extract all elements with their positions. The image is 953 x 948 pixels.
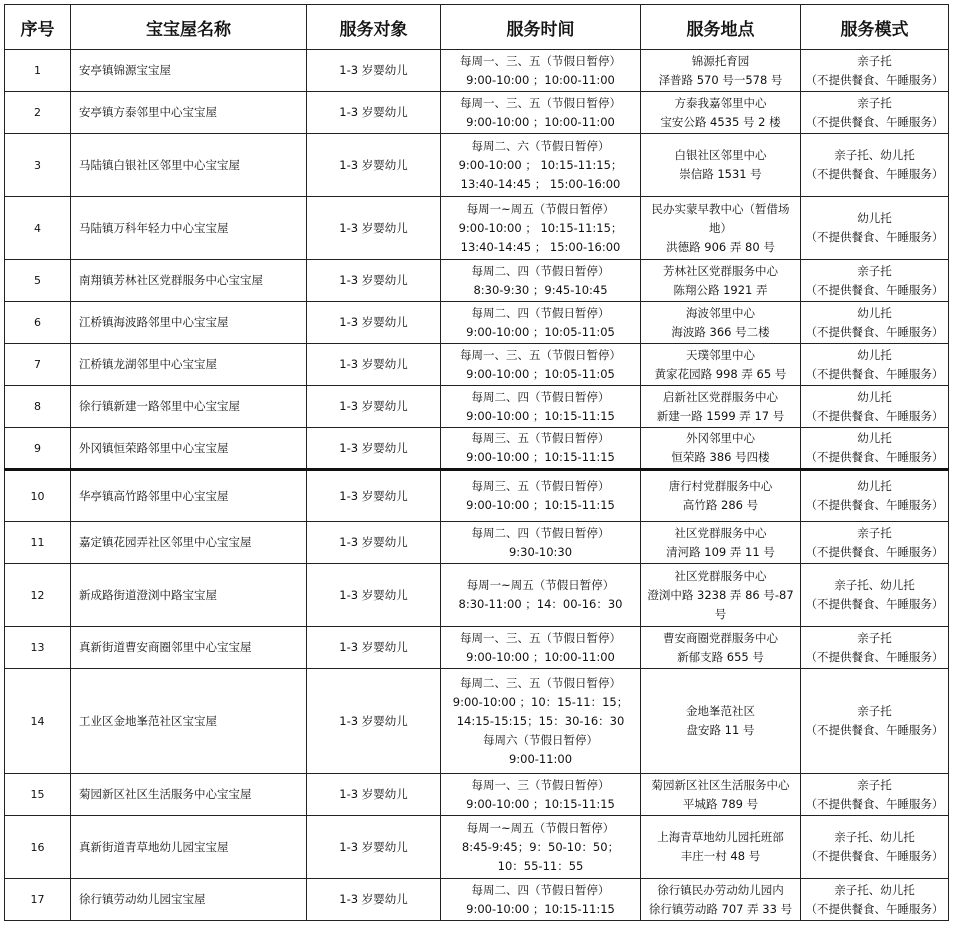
service-time-cell	[441, 50, 641, 92]
table-row	[5, 428, 949, 470]
service-time-line: 8:30-9:30 ；9:45-10:45	[473, 282, 608, 297]
service-time-line: 9:00-10:00 ；10:00-11:00	[466, 649, 615, 664]
table-row	[5, 774, 949, 816]
service-mode-line: （不提供餐食、午睡服务）	[805, 901, 944, 916]
row-number-cell: 10	[5, 470, 71, 522]
service-target-cell: 1-3 岁婴幼儿	[307, 92, 441, 134]
service-mode-line: 幼儿托	[857, 431, 892, 445]
service-time-line: 9:00-10:00 ；10:15-11:15	[466, 901, 615, 916]
service-target-cell: 1-3 岁婴幼儿	[307, 669, 441, 774]
row-number-cell: 1	[5, 50, 71, 92]
service-place-line: 金地峯范社区	[686, 704, 755, 718]
header-cell: 服务对象	[307, 5, 441, 50]
service-time-line: 每周一~周五（节假日暂停）	[466, 578, 615, 592]
service-place-line: 芳林社区党群服务中心	[663, 263, 778, 278]
service-place-line: 菊园新区社区生活服务中心	[651, 777, 790, 792]
house-name-cell: 南翔镇芳林社区党群服务中心宝宝屋	[71, 260, 307, 302]
service-target-cell: 1-3 岁婴幼儿	[307, 134, 441, 197]
service-time-line: 13:40-14:45 ； 15:00-16:00	[460, 239, 621, 254]
service-place-line: 陈翔公路 1921 弄	[673, 282, 768, 297]
house-name-cell: 安亭镇方泰邻里中心宝宝屋	[71, 92, 307, 134]
service-mode-line: （不提供餐食、午睡服务）	[805, 408, 944, 423]
service-mode-line: 亲子托	[857, 263, 892, 278]
service-place-line: 外冈邻里中心	[686, 431, 755, 445]
table-row	[5, 386, 949, 428]
service-mode-cell	[801, 522, 949, 564]
service-time-line: 每周一、三、五（节假日暂停）	[460, 630, 621, 645]
service-mode-line: （不提供餐食、午睡服务）	[805, 723, 944, 737]
service-mode-line: 亲子托	[857, 630, 892, 645]
house-name-cell: 真新街道曹安商圈邻里中心宝宝屋	[71, 627, 307, 669]
service-place-line: 新建一路 1599 弄 17 号	[656, 408, 785, 423]
house-name-cell: 马陆镇万科年轻力中心宝宝屋	[71, 197, 307, 260]
service-mode-line: （不提供餐食、午睡服务）	[805, 282, 944, 297]
service-time-cell	[441, 92, 641, 134]
house-name-cell: 新成路街道澄浏中路宝宝屋	[71, 564, 307, 627]
service-time-line: 9:00-10:00 ；10:15-11:15	[466, 498, 615, 512]
house-name-cell: 徐行镇劳动幼儿园宝宝屋	[71, 879, 307, 921]
service-place-line: 白银社区邻里中心	[674, 148, 767, 162]
service-place-cell	[641, 564, 801, 627]
row-number-cell: 12	[5, 564, 71, 627]
service-mode-line: （不提供餐食、午睡服务）	[805, 114, 944, 129]
service-place-cell	[641, 197, 801, 260]
service-mode-line: （不提供餐食、午睡服务）	[805, 450, 944, 464]
service-place-cell	[641, 92, 801, 134]
service-target-cell: 1-3 岁婴幼儿	[307, 197, 441, 260]
service-target-cell: 1-3 岁婴幼儿	[307, 470, 441, 522]
service-mode-cell	[801, 260, 949, 302]
service-place-line: 上海青草地幼儿园托班部	[657, 830, 784, 844]
service-place-line: 地）	[709, 220, 732, 235]
service-place-line: 启新社区党群服务中心	[663, 389, 778, 404]
service-target-cell: 1-3 岁婴幼儿	[307, 50, 441, 92]
service-time-line: 9:00-10:00 ；10:15-11:15	[466, 450, 615, 464]
service-time-line: 9:00-11:00	[508, 751, 573, 766]
service-mode-line: （不提供餐食、午睡服务）	[805, 230, 944, 244]
service-target-cell: 1-3 岁婴幼儿	[307, 627, 441, 669]
service-mode-cell	[801, 50, 949, 92]
house-name-cell: 外冈镇恒荣路邻里中心宝宝屋	[71, 428, 307, 470]
service-mode-cell	[801, 816, 949, 879]
service-place-cell	[641, 522, 801, 564]
service-mode-line: （不提供餐食、午睡服务）	[805, 498, 944, 512]
house-name-cell: 马陆镇白银社区邻里中心宝宝屋	[71, 134, 307, 197]
row-number-cell: 16	[5, 816, 71, 879]
table-row	[5, 816, 949, 879]
service-target-cell: 1-3 岁婴幼儿	[307, 344, 441, 386]
service-time-cell	[441, 564, 641, 627]
service-place-line: 曹安商圈党群服务中心	[663, 630, 778, 645]
service-time-line: 9:00-10:00 ；10:15-11:15	[466, 796, 615, 811]
service-place-line: 丰庄一村 48 号	[680, 849, 761, 863]
header-cell: 服务时间	[441, 5, 641, 50]
service-time-line: 每周一、三、五（节假日暂停）	[460, 53, 621, 68]
table-row	[5, 92, 949, 134]
row-number-cell: 9	[5, 428, 71, 470]
house-name-cell: 华亭镇高竹路邻里中心宝宝屋	[71, 470, 307, 522]
service-time-cell	[441, 774, 641, 816]
header-cell: 宝宝屋名称	[71, 5, 307, 50]
baby-house-table	[4, 4, 949, 921]
service-time-line: 9:00-10:00 ；10:05-11:05	[466, 324, 615, 339]
service-place-line: 徐行镇劳动路 707 弄 33 号	[648, 901, 793, 916]
service-mode-cell	[801, 564, 949, 627]
house-name-cell: 江桥镇海波路邻里中心宝宝屋	[71, 302, 307, 344]
table-row	[5, 564, 949, 627]
service-mode-cell	[801, 302, 949, 344]
service-place-line: 唐行村党群服务中心	[668, 479, 773, 493]
service-place-line: 平城路 789 号	[682, 796, 759, 811]
service-time-line: 9:00-10:00 ；10：15-11：15；	[452, 694, 629, 709]
service-time-line: 每周二、三、五（节假日暂停）	[460, 675, 621, 690]
service-place-line: 恒荣路 386 号四楼	[671, 450, 770, 464]
service-place-cell	[641, 386, 801, 428]
service-place-line: 海波邻里中心	[686, 305, 755, 320]
service-time-line: 每周一、三（节假日暂停）	[471, 777, 610, 792]
service-time-cell	[441, 522, 641, 564]
house-name-cell: 徐行镇新建一路邻里中心宝宝屋	[71, 386, 307, 428]
service-time-line: 9:00-10:00 ；10:00-11:00	[466, 114, 615, 129]
row-number-cell: 15	[5, 774, 71, 816]
row-number-cell: 7	[5, 344, 71, 386]
service-place-cell	[641, 627, 801, 669]
house-name-cell: 嘉定镇花园弄社区邻里中心宝宝屋	[71, 522, 307, 564]
house-name-cell: 工业区金地峯范社区宝宝屋	[71, 669, 307, 774]
service-place-cell	[641, 774, 801, 816]
service-place-line: 社区党群服务中心	[674, 568, 767, 583]
service-time-line: 14:15-15:15；15：30-16：30	[456, 713, 625, 728]
header-cell: 服务地点	[641, 5, 801, 50]
row-number-cell: 13	[5, 627, 71, 669]
service-time-cell	[441, 428, 641, 470]
header-cell: 序号	[5, 5, 71, 50]
service-time-cell	[441, 260, 641, 302]
service-time-cell	[441, 470, 641, 522]
service-time-line: 9:00-10:00 ； 10:15-11:15；	[458, 220, 623, 235]
service-mode-line: （不提供餐食、午睡服务）	[805, 544, 944, 559]
service-mode-cell	[801, 386, 949, 428]
service-place-line: 方泰我嘉邻里中心	[674, 95, 767, 110]
service-place-line: 洪德路 906 弄 80 号	[666, 239, 775, 254]
service-mode-line: 亲子托、幼儿托	[834, 882, 915, 897]
service-place-cell	[641, 816, 801, 879]
table-row	[5, 470, 949, 522]
row-number-cell: 3	[5, 134, 71, 197]
service-place-line: 高竹路 286 号	[682, 498, 759, 512]
service-time-line: 9:00-10:00 ； 10:15-11:15；	[458, 157, 623, 172]
table-row	[5, 302, 949, 344]
service-time-line: 每周一~周五（节假日暂停）	[466, 201, 615, 216]
service-place-line: 崇信路 1531 号	[679, 167, 762, 181]
row-number-cell: 8	[5, 386, 71, 428]
service-target-cell: 1-3 岁婴幼儿	[307, 386, 441, 428]
service-mode-cell	[801, 344, 949, 386]
service-time-line: 每周一、三、五（节假日暂停）	[460, 347, 621, 362]
service-mode-line: （不提供餐食、午睡服务）	[805, 72, 944, 87]
service-mode-line: （不提供餐食、午睡服务）	[805, 649, 944, 664]
service-place-cell	[641, 879, 801, 921]
service-time-line: 每周三、五（节假日暂停）	[471, 479, 610, 493]
service-place-line: 号	[714, 606, 727, 621]
row-number-cell: 2	[5, 92, 71, 134]
service-mode-cell	[801, 774, 949, 816]
service-place-cell	[641, 134, 801, 197]
header-row	[5, 5, 949, 50]
service-time-line: 每周一~周五（节假日暂停）	[466, 820, 615, 835]
row-number-cell: 4	[5, 197, 71, 260]
service-place-cell	[641, 302, 801, 344]
service-place-line: 海波路 366 号二楼	[671, 324, 770, 339]
row-number-cell: 11	[5, 522, 71, 564]
service-mode-line: 亲子托、幼儿托	[834, 830, 915, 844]
service-mode-line: （不提供餐食、午睡服务）	[805, 796, 944, 811]
house-name-cell: 真新街道青草地幼儿园宝宝屋	[71, 816, 307, 879]
table-row	[5, 50, 949, 92]
service-target-cell: 1-3 岁婴幼儿	[307, 879, 441, 921]
service-mode-cell	[801, 428, 949, 470]
service-time-line: 每周二、四（节假日暂停）	[471, 525, 610, 540]
service-place-cell	[641, 428, 801, 470]
service-mode-line: 亲子托	[857, 53, 892, 68]
house-name-cell: 江桥镇龙湖邻里中心宝宝屋	[71, 344, 307, 386]
service-time-cell	[441, 386, 641, 428]
service-place-line: 清河路 109 弄 11 号	[666, 544, 775, 559]
table-row	[5, 669, 949, 774]
service-place-cell	[641, 669, 801, 774]
service-mode-line: （不提供餐食、午睡服务）	[805, 366, 944, 381]
service-mode-line: （不提供餐食、午睡服务）	[805, 597, 944, 611]
service-time-line: 每周一、三、五（节假日暂停）	[460, 95, 621, 110]
service-time-line: 13:40-14:45 ； 15:00-16:00	[460, 176, 621, 191]
service-time-cell	[441, 879, 641, 921]
row-number-cell: 14	[5, 669, 71, 774]
service-mode-line: 亲子托	[857, 704, 892, 718]
service-mode-line: 亲子托、幼儿托	[834, 578, 915, 592]
service-time-line: 每周二、四（节假日暂停）	[471, 389, 610, 404]
service-place-line: 天璞邻里中心	[686, 347, 755, 362]
service-target-cell: 1-3 岁婴幼儿	[307, 774, 441, 816]
service-target-cell: 1-3 岁婴幼儿	[307, 564, 441, 627]
service-mode-line: 亲子托	[857, 777, 892, 792]
service-mode-cell	[801, 879, 949, 921]
service-mode-line: 幼儿托	[857, 305, 892, 320]
document-page	[4, 4, 948, 921]
service-place-cell	[641, 470, 801, 522]
service-time-cell	[441, 302, 641, 344]
service-mode-cell	[801, 470, 949, 522]
service-target-cell: 1-3 岁婴幼儿	[307, 260, 441, 302]
service-mode-line: （不提供餐食、午睡服务）	[805, 849, 944, 863]
service-place-cell	[641, 260, 801, 302]
service-mode-cell	[801, 669, 949, 774]
service-target-cell: 1-3 岁婴幼儿	[307, 428, 441, 470]
service-time-cell	[441, 816, 641, 879]
service-place-line: 民办实蒙早教中心（暂借场	[651, 201, 790, 216]
service-mode-line: 亲子托、幼儿托	[834, 148, 915, 162]
service-place-cell	[641, 50, 801, 92]
service-place-line: 徐行镇民办劳动幼儿园内	[657, 882, 784, 897]
service-mode-line: 幼儿托	[857, 211, 892, 225]
service-time-line: 10：55-11：55	[497, 858, 584, 873]
service-mode-cell	[801, 134, 949, 197]
row-number-cell: 5	[5, 260, 71, 302]
header-cell: 服务模式	[801, 5, 949, 50]
table-row	[5, 879, 949, 921]
service-place-line: 澄浏中路 3238 弄 86 号-87	[647, 587, 794, 602]
service-target-cell: 1-3 岁婴幼儿	[307, 302, 441, 344]
service-time-line: 每周三、五（节假日暂停）	[471, 431, 610, 445]
service-time-line: 每周二、四（节假日暂停）	[471, 305, 610, 320]
service-time-line: 每周二、四（节假日暂停）	[471, 263, 610, 278]
house-name-cell: 菊园新区社区生活服务中心宝宝屋	[71, 774, 307, 816]
service-time-cell	[441, 627, 641, 669]
service-mode-line: （不提供餐食、午睡服务）	[805, 324, 944, 339]
service-time-cell	[441, 134, 641, 197]
table-row	[5, 260, 949, 302]
service-time-line: 9:00-10:00 ；10:15-11:15	[466, 408, 615, 423]
house-name-cell: 安亭镇锦源宝宝屋	[71, 50, 307, 92]
service-mode-cell	[801, 92, 949, 134]
service-time-cell	[441, 197, 641, 260]
service-time-line: 9:30-10:30	[508, 544, 573, 559]
service-time-line: 8:30-11:00 ；14：00-16：30	[458, 597, 623, 611]
service-mode-cell	[801, 197, 949, 260]
service-mode-line: 幼儿托	[857, 389, 892, 404]
row-number-cell: 6	[5, 302, 71, 344]
table-row	[5, 522, 949, 564]
service-mode-line: 幼儿托	[857, 347, 892, 362]
service-time-line: 9:00-10:00 ；10:05-11:05	[466, 366, 615, 381]
service-time-line: 每周六（节假日暂停）	[483, 732, 598, 747]
table-body	[5, 50, 949, 921]
service-place-line: 宝安公路 4535 号 2 楼	[660, 114, 781, 129]
service-time-line: 每周二、四（节假日暂停）	[471, 882, 610, 897]
table-row	[5, 627, 949, 669]
service-place-line: 盘安路 11 号	[686, 723, 755, 737]
service-target-cell: 1-3 岁婴幼儿	[307, 522, 441, 564]
service-place-line: 新郁支路 655 号	[677, 649, 764, 664]
table-row	[5, 197, 949, 260]
service-time-cell	[441, 344, 641, 386]
service-mode-line: 亲子托	[857, 95, 892, 110]
service-place-line: 社区党群服务中心	[674, 525, 767, 540]
service-target-cell: 1-3 岁婴幼儿	[307, 816, 441, 879]
service-time-line: 8:45-9:45；9：50-10：50；	[461, 839, 620, 854]
service-mode-cell	[801, 627, 949, 669]
table-row	[5, 344, 949, 386]
service-time-line: 9:00-10:00 ；10:00-11:00	[466, 72, 615, 87]
table-row	[5, 134, 949, 197]
service-time-line: 每周二、六（节假日暂停）	[471, 138, 610, 153]
service-place-line: 黄家花园路 998 弄 65 号	[654, 366, 787, 381]
service-mode-line: 幼儿托	[857, 479, 892, 493]
service-place-cell	[641, 344, 801, 386]
service-mode-line: （不提供餐食、午睡服务）	[805, 167, 944, 181]
service-place-line: 锦源托育园	[691, 53, 750, 68]
row-number-cell: 17	[5, 879, 71, 921]
service-place-line: 泽普路 570 号一578 号	[658, 72, 783, 87]
service-mode-line: 亲子托	[857, 525, 892, 540]
service-time-cell	[441, 669, 641, 774]
